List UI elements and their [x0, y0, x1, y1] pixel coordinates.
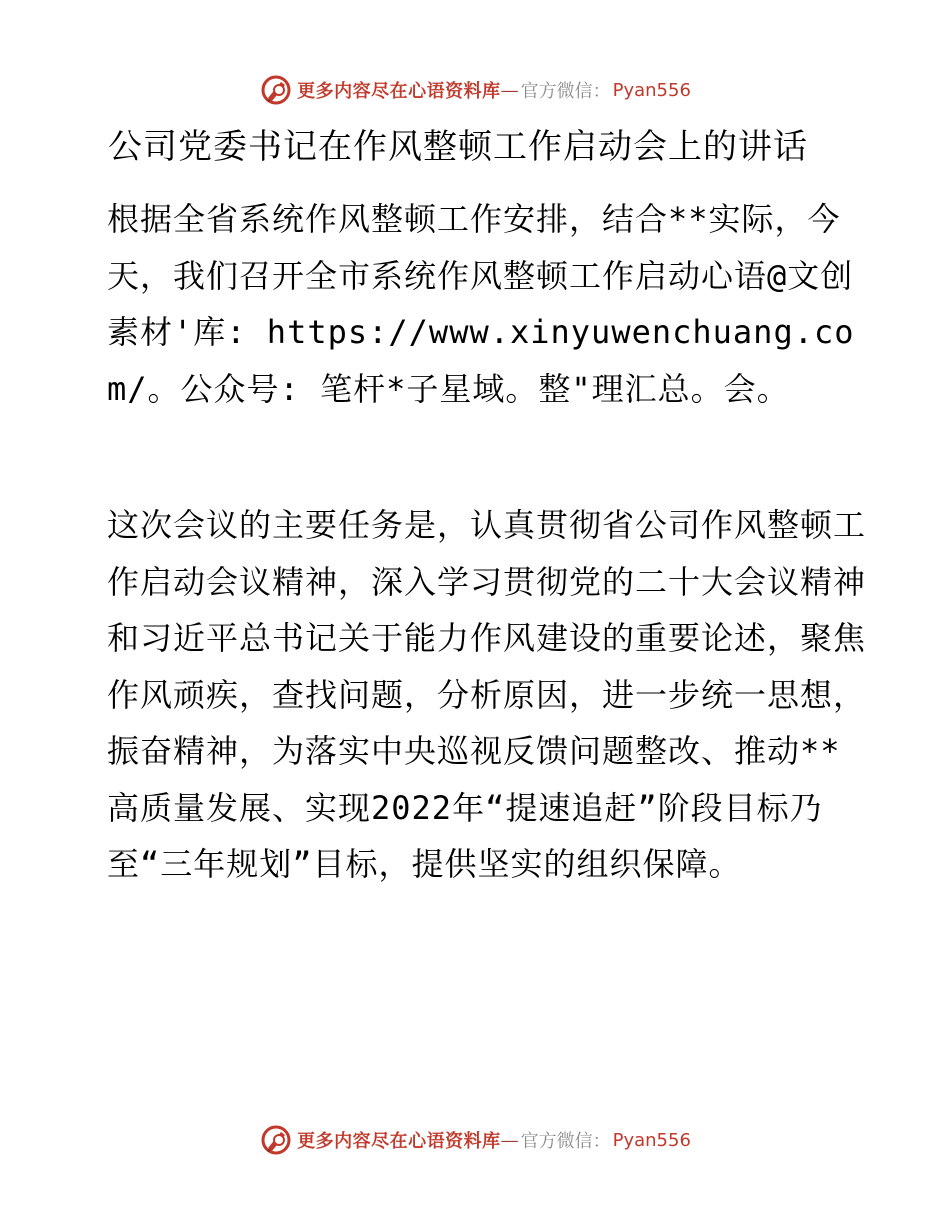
footer-watermark-banner	[0, 1120, 950, 1160]
banner-dash: —	[500, 1129, 519, 1151]
banner-wechat-id: Pyan556	[612, 79, 691, 101]
pen-logo-icon	[259, 73, 293, 107]
banner-official-label: 官方微信：	[520, 1131, 611, 1152]
banner-main-text: 更多内容尽在心语资料库	[297, 1131, 501, 1152]
banner-dash: —	[500, 79, 519, 101]
paragraph-1: 根据全省系统作风整顿工作安排，结合**实际，今天，我们召开全市系统作风整顿工作启动心语@文创素材'库: https://www.xinyuwenchuang.com/。公众号: 笔杆*子星域。整"理汇总。会。	[107, 200, 855, 408]
pen-logo-icon	[259, 1123, 293, 1157]
banner-main-text: 更多内容尽在心语资料库	[297, 81, 501, 102]
banner-official-label: 官方微信：	[520, 81, 611, 102]
paragraph-2: 这次会议的主要任务是，认真贯彻省公司作风整顿工作启动会议精神，深入学习贯彻党的二十大会议精神和习近平总书记关于能力作风建设的重要论述，聚焦作风顽疾，查找问题，分析原因，进一步统一思想，振奋精神，为落实中央巡视反馈问题整改、推动**高质量发展、实现2022年“提速追赶”阶段目标乃至“三年规划”目标，提供坚实的组织保障。	[107, 506, 867, 883]
header-watermark-banner	[0, 70, 950, 110]
banner-wechat-id: Pyan556	[612, 1129, 691, 1151]
document-title: 公司党委书记在作风整顿工作启动会上的讲话	[108, 127, 808, 167]
